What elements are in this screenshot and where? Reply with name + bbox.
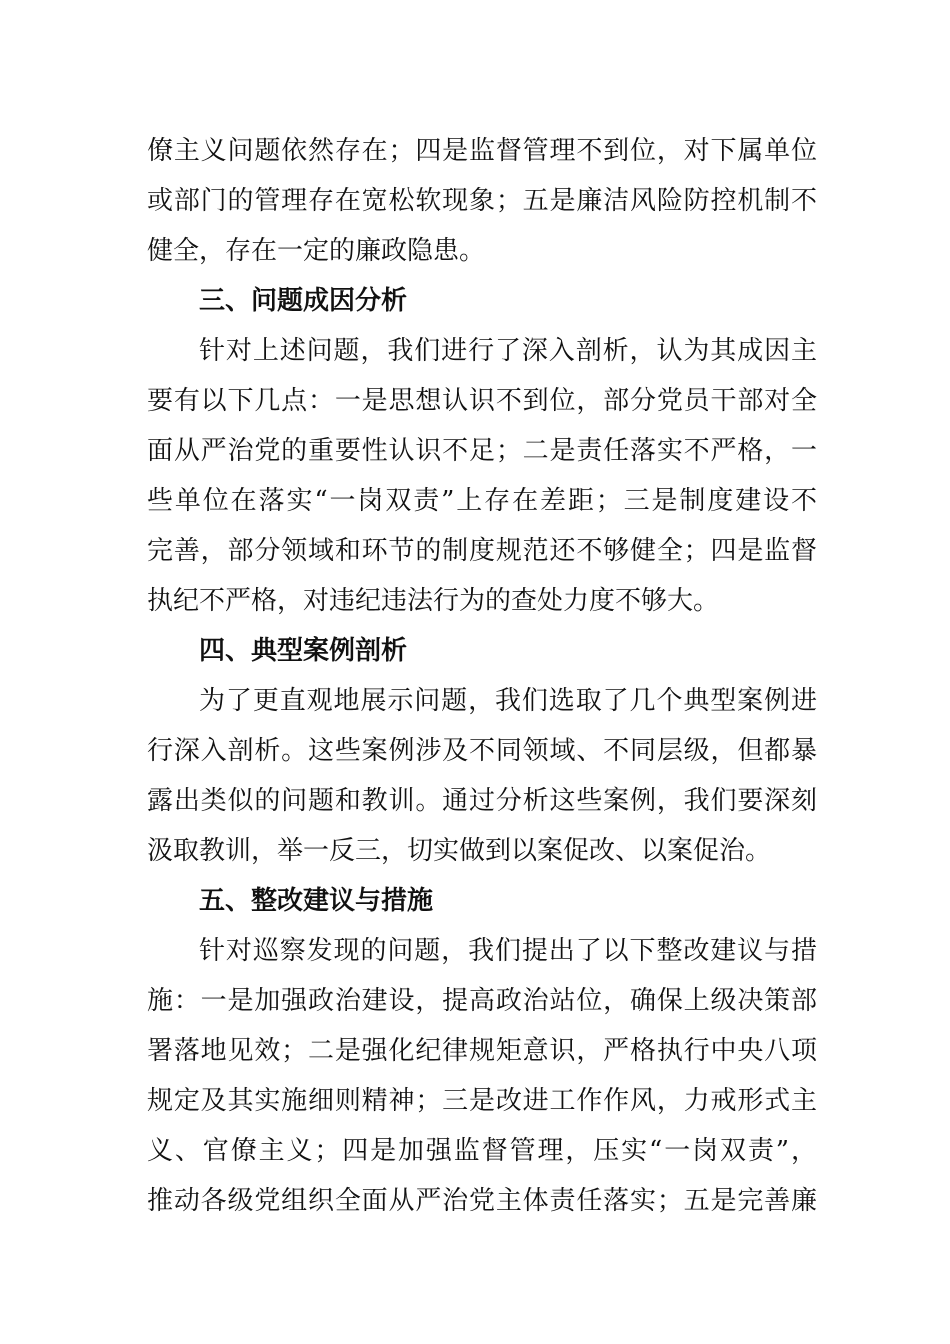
paragraph-line: 露出类似的问题和教训。通过分析这些案例，我们要深刻: [147, 786, 817, 816]
paragraph-line: 健全，存在一定的廉政隐患。: [147, 236, 486, 266]
paragraph-line: 规定及其实施细则精神；三是改进工作作风，力戒形式主: [147, 1086, 817, 1116]
paragraph-line: 针对上述问题，我们进行了深入剖析，认为其成因主: [199, 336, 817, 366]
paragraph-line: 僚主义问题依然存在；四是监督管理不到位，对下属单位: [147, 136, 817, 166]
paragraph-line: 义、官僚主义；四是加强监督管理，压实“一岗双责”，: [147, 1136, 817, 1166]
paragraph-line: 汲取教训，举一反三，切实做到以案促改、以案促治。: [147, 836, 772, 866]
paragraph-line: 些单位在落实“一岗双责”上存在差距；三是制度建设不: [147, 486, 817, 516]
paragraph-line: 要有以下几点：一是思想认识不到位，部分党员干部对全: [147, 386, 817, 416]
section-heading-rectification: 五、整改建议与措施: [199, 886, 434, 916]
paragraph-line: 完善，部分领域和环节的制度规范还不够健全；四是监督: [147, 536, 817, 566]
paragraph-line: 执纪不严格，对违纪违法行为的查处力度不够大。: [147, 586, 720, 616]
paragraph-line: 或部门的管理存在宽松软现象；五是廉洁风险防控机制不: [147, 186, 817, 216]
paragraph-line: 施：一是加强政治建设，提高政治站位，确保上级决策部: [147, 986, 817, 1016]
section-heading-cause-analysis: 三、问题成因分析: [199, 286, 408, 316]
section-heading-case-analysis: 四、典型案例剖析: [199, 636, 408, 666]
paragraph-line: 推动各级党组织全面从严治党主体责任落实；五是完善廉: [147, 1186, 817, 1216]
paragraph-line: 面从严治党的重要性认识不足；二是责任落实不严格，一: [147, 436, 817, 466]
paragraph-line: 署落地见效；二是强化纪律规矩意识，严格执行中央八项: [147, 1036, 817, 1066]
paragraph-line: 为了更直观地展示问题，我们选取了几个典型案例进: [199, 686, 817, 716]
paragraph-line: 行深入剖析。这些案例涉及不同领域、不同层级，但都暴: [147, 736, 817, 766]
paragraph-line: 针对巡察发现的问题，我们提出了以下整改建议与措: [199, 936, 817, 966]
